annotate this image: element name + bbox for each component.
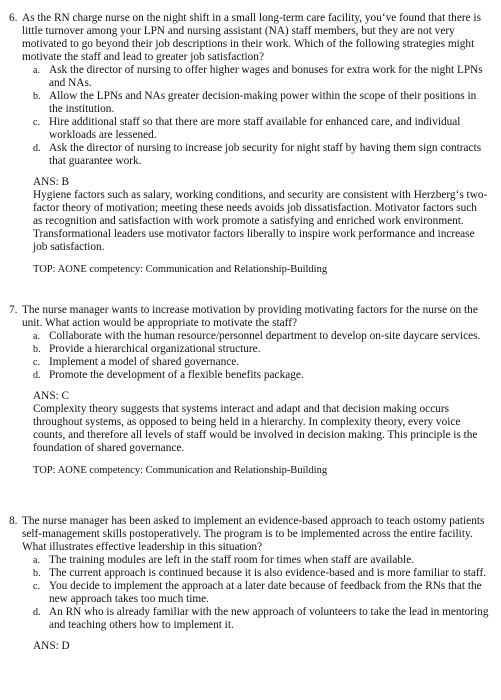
question-8 xyxy=(0,515,501,653)
option-c xyxy=(33,580,489,606)
option-d xyxy=(33,606,489,632)
option-text: Promote the development of a flexible benefits package. xyxy=(49,369,304,381)
option-text: Hire additional staff so that there are more staff available for enhanced care, and individual workloads are lessened. xyxy=(49,116,461,141)
option-text: Collaborate with the human resource/personnel department to develop on-site daycare services. xyxy=(49,330,481,342)
answer-label: ANS: B xyxy=(33,176,70,188)
question-7 xyxy=(0,304,501,477)
option-letter: a. xyxy=(33,331,40,342)
option-letter: b. xyxy=(33,91,41,102)
option-d xyxy=(33,142,489,168)
question-stem: The nurse manager has been asked to implement an evidence-based approach to teach ostomy patients self-management skills postoperatively. The program is to be implemented across the entire facility. What illustrates effective leadership in this situation? xyxy=(22,515,485,553)
option-text: The current approach is continued because it is also evidence-based and is more familiar to staff. xyxy=(49,567,487,579)
question-stem: The nurse manager wants to increase motivation by providing motivating factors for the nurse on the unit. What action would be appropriate to motivate the staff? xyxy=(22,304,478,329)
option-text: Ask the director of nursing to offer higher wages and bonuses for extra work for the night LPNs and NAs. xyxy=(49,64,483,89)
option-letter: d. xyxy=(33,370,41,381)
question-stem: As the RN charge nurse on the night shift in a small long-term care facility, you‘ve found that there is little turnover among your LPN and nursing assistant (NA) staff members, but they are not very motivated to go beyond their job descriptions in their work. Which of the following strategies might motivate the staff and lead to greater job satisfaction? xyxy=(22,12,481,63)
option-letter: a. xyxy=(33,65,40,76)
question-6 xyxy=(0,12,501,276)
rationale-text: Complexity theory suggests that systems interact and adapt and that decision making occurs throughout systems, as opposed to being held in a hierarchy. In complexity theory, every voice counts, and therefore all levels of staff would be involved in decision making. This principle is the foundation of shared governance. xyxy=(33,403,478,454)
option-a xyxy=(33,554,489,567)
answer-label: ANS: C xyxy=(33,390,70,402)
option-a xyxy=(33,64,489,90)
rationale-text: Hygiene factors such as salary, working conditions, and security are consistent with Herzberg‘s two-factor theory of motivation; meeting these needs avoids job dissatisfaction. Motivator factors such as recognition and satisfaction with work promote a satisfying and enriched work environment. Transformational leaders use motivator factors liberally to inspire work performance and increase job satisfaction. xyxy=(33,189,488,253)
topic-line: TOP: AONE competency: Communication and Relationship-Building xyxy=(33,264,328,275)
option-text: You decide to implement the approach at a later date because of feedback from the RNs that the new approach takes too much time. xyxy=(49,580,482,605)
option-letter: b. xyxy=(33,568,41,579)
option-text: Provide a hierarchical organizational structure. xyxy=(49,343,261,355)
option-b xyxy=(33,343,489,356)
option-letter: a. xyxy=(33,555,40,566)
option-letter: b. xyxy=(33,344,41,355)
option-text: The training modules are left in the staff room for times when staff are available. xyxy=(49,554,415,566)
question-number: 7. xyxy=(9,304,18,316)
option-letter: d. xyxy=(33,607,41,618)
option-letter: c. xyxy=(33,117,40,128)
answer-label: ANS: D xyxy=(33,640,70,652)
option-text: Implement a model of shared governance. xyxy=(49,356,240,368)
option-c xyxy=(33,116,489,142)
option-text: An RN who is already familiar with the new approach of volunteers to take the lead in mentoring and teaching others how to implement it. xyxy=(49,606,489,631)
option-letter: c. xyxy=(33,357,40,368)
option-letter: d. xyxy=(33,143,41,154)
option-text: Allow the LPNs and NAs greater decision-making power within the scope of their positions in the institution. xyxy=(49,90,477,115)
topic-line: TOP: AONE competency: Communication and Relationship-Building xyxy=(33,465,328,476)
option-letter: c. xyxy=(33,581,40,592)
option-b xyxy=(33,567,489,580)
option-b xyxy=(33,90,489,116)
question-number: 8. xyxy=(9,515,18,527)
option-a xyxy=(33,330,489,343)
option-text: Ask the director of nursing to increase job security for night staff by having them sign contracts that guarantee work. xyxy=(49,142,482,167)
option-d xyxy=(33,369,489,382)
question-number: 6. xyxy=(9,12,18,24)
option-c xyxy=(33,356,489,369)
